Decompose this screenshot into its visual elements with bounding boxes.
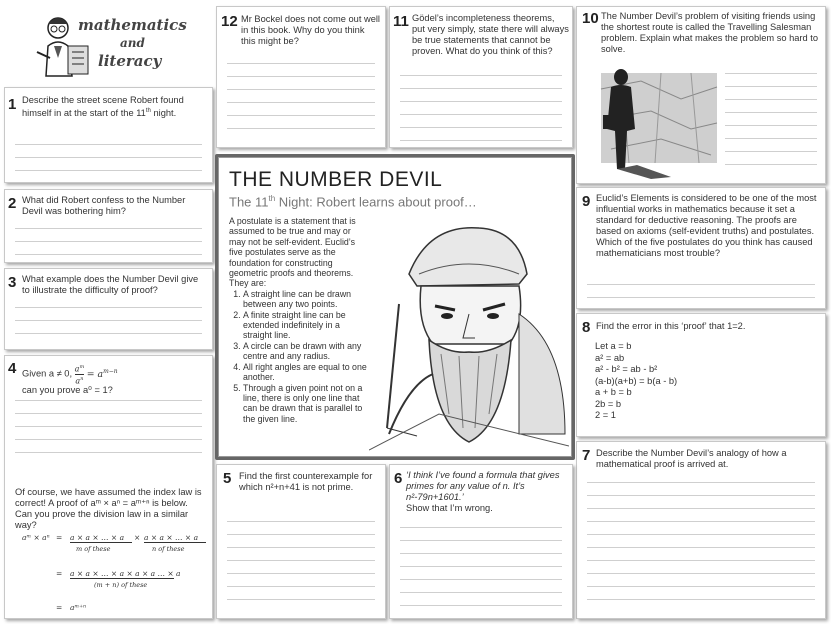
question-card-1 — [4, 87, 213, 183]
question-number: 11 — [393, 13, 409, 30]
question-card-8 — [576, 313, 826, 437]
postulate-item: 5. Through a given point not on a line, there is only one line that can be drawn that is parallel to the given line. — [243, 383, 369, 425]
question-text: What example does the Number Devil give to illustrate the difficulty of proof? — [22, 274, 199, 295]
question-number: 7 — [582, 447, 591, 464]
formula-quote: ‘I think I’ve found a formula that gives primes for any value of n. It’s n²-79n+1601.’ — [406, 470, 560, 502]
question-text: The Number Devil’s problem of visiting friends using the shortest route is called the Travelling Salesman problem. Explain what makes the problem so hard to solve. — [601, 11, 819, 54]
proof-steps — [595, 341, 795, 422]
proof-step: 2 = 1 — [595, 410, 616, 420]
answer-lines[interactable] — [725, 73, 817, 177]
question-number: 2 — [8, 195, 17, 212]
number-devil-illustration — [369, 214, 569, 454]
logo-word-literacy: literacy — [98, 52, 162, 70]
question-text: Describe the Number Devil’s analogy of how a mathematical proof is arrived at. — [596, 448, 787, 469]
question-number: 10 — [582, 10, 599, 27]
question-number: 5 — [223, 470, 232, 487]
logo — [32, 12, 187, 78]
question-card-3 — [4, 268, 213, 350]
question-card-7 — [576, 441, 826, 619]
answer-lines[interactable] — [15, 400, 202, 465]
question-text: Find the error in this ‘proof’ that 1=2. — [596, 321, 746, 331]
page-title: THE NUMBER DEVIL — [229, 168, 443, 191]
fraction: $\frac{a^m}{a^n}$ — [74, 364, 85, 386]
answer-lines[interactable] — [400, 75, 562, 153]
answer-lines[interactable] — [15, 307, 202, 346]
page-subtitle: The 11th Night: Robert learns about proof… — [229, 194, 477, 210]
answer-lines[interactable] — [15, 144, 202, 183]
answer-lines[interactable] — [400, 527, 562, 618]
postulate-list — [229, 289, 369, 424]
question-card-6 — [389, 464, 573, 619]
answer-lines[interactable] — [15, 228, 202, 267]
logo-word-mathematics: mathematics — [78, 16, 187, 34]
question-number: 1 — [8, 96, 17, 113]
postulate-item: 3. A circle can be drawn with any centre and any radius. — [243, 341, 369, 362]
answer-lines[interactable] — [227, 521, 375, 612]
salesman-map-illustration — [581, 59, 721, 181]
question-number: 3 — [8, 274, 17, 291]
question-card-5 — [216, 464, 386, 619]
proof-step: Let a = b — [595, 341, 632, 351]
question-text: Euclid’s Elements is considered to be one of the most influential works in mathematics because it set a standard for deductive reasoning. The proofs are based on axioms (self-evident truths) and postulates. Which of the five postulates do you think has caused mathematicians most trouble? — [596, 193, 817, 258]
postulate-item: 4. All right angles are equal to one another. — [243, 362, 369, 383]
question-card-9 — [576, 187, 826, 309]
question-text: Find the first counterexample for which n²+n+41 is not prime. — [239, 471, 373, 492]
question-text: Given a ≠ 0, $\frac{a^m}{a^n}$ = $a^{m-n}$ can you prove a⁰ = 1? — [22, 364, 118, 396]
question-text: Describe the street scene Robert found himself in at the start of the 11th night. — [22, 95, 184, 119]
question-text — [406, 470, 568, 514]
question-text: What did Robert confess to the Number Devil was bothering him? — [22, 195, 186, 216]
question-text: Gödel’s incompleteness theorems, put very simply, state there will always be true statements that cannot be proven. What do you think of this? — [412, 13, 569, 56]
answer-lines[interactable] — [587, 482, 815, 612]
postulate-item: 1. A straight line can be drawn between any two points. — [243, 289, 369, 310]
postulates-intro — [229, 216, 369, 424]
instruction: Show that I’m wrong. — [406, 503, 493, 513]
question-card-12 — [216, 6, 386, 148]
question-number: 12 — [221, 13, 238, 30]
proof-step: a² = ab — [595, 352, 625, 363]
intro-text: A postulate is a statement that is assumed to be true and may or may not be self-evident. Euclid’s five postulates serve as the foundation for constructing geometric proofs and theorems. They are: — [229, 216, 356, 289]
question-card-4: 4 Given a ≠ 0, $\frac{a^m}{a^n}$ = $a^{m-n}$ can you prove a⁰ = 1? Of course, we have assumed the index law is correct! A proof of aᵐ × aⁿ = aᵐ⁺ⁿ is below. Can you prove the division law in a similar way? aᵐ × aⁿ = a × a × … × a m of these × a × a × … × a n of these = a × a × … × a × a × a … × a (m + n) of these = aᵐ⁺ⁿ — [4, 355, 213, 619]
answer-lines[interactable] — [587, 284, 815, 310]
proof-step: a² - b² = ab - b² — [595, 364, 658, 374]
logo-word-and: and — [120, 36, 145, 50]
question-number: 9 — [582, 193, 591, 210]
postulate-item: 2. A finite straight line can be extended indefinitely in a straight line. — [243, 310, 369, 341]
main-panel — [215, 154, 575, 460]
question-text: Mr Bockel does not come out well in this book. Why do you think this might be? — [241, 14, 380, 46]
proof-step: 2b = b — [595, 398, 622, 409]
proof-step: a + b = b — [595, 387, 632, 397]
question-card-2 — [4, 189, 213, 263]
question-number: 4 — [8, 360, 17, 377]
answer-lines[interactable] — [227, 63, 375, 141]
question-card-10 — [576, 6, 826, 184]
question-number: 8 — [582, 319, 591, 336]
proof-step: (a-b)(a+b) = b(a - b) — [595, 375, 678, 386]
question-card-11 — [389, 6, 573, 148]
index-law-note: Of course, we have assumed the index law is correct! A proof of aᵐ × aⁿ = aᵐ⁺ⁿ is below. Can you prove the division law in a similar way? — [15, 487, 202, 530]
question-number: 6 — [394, 470, 403, 487]
